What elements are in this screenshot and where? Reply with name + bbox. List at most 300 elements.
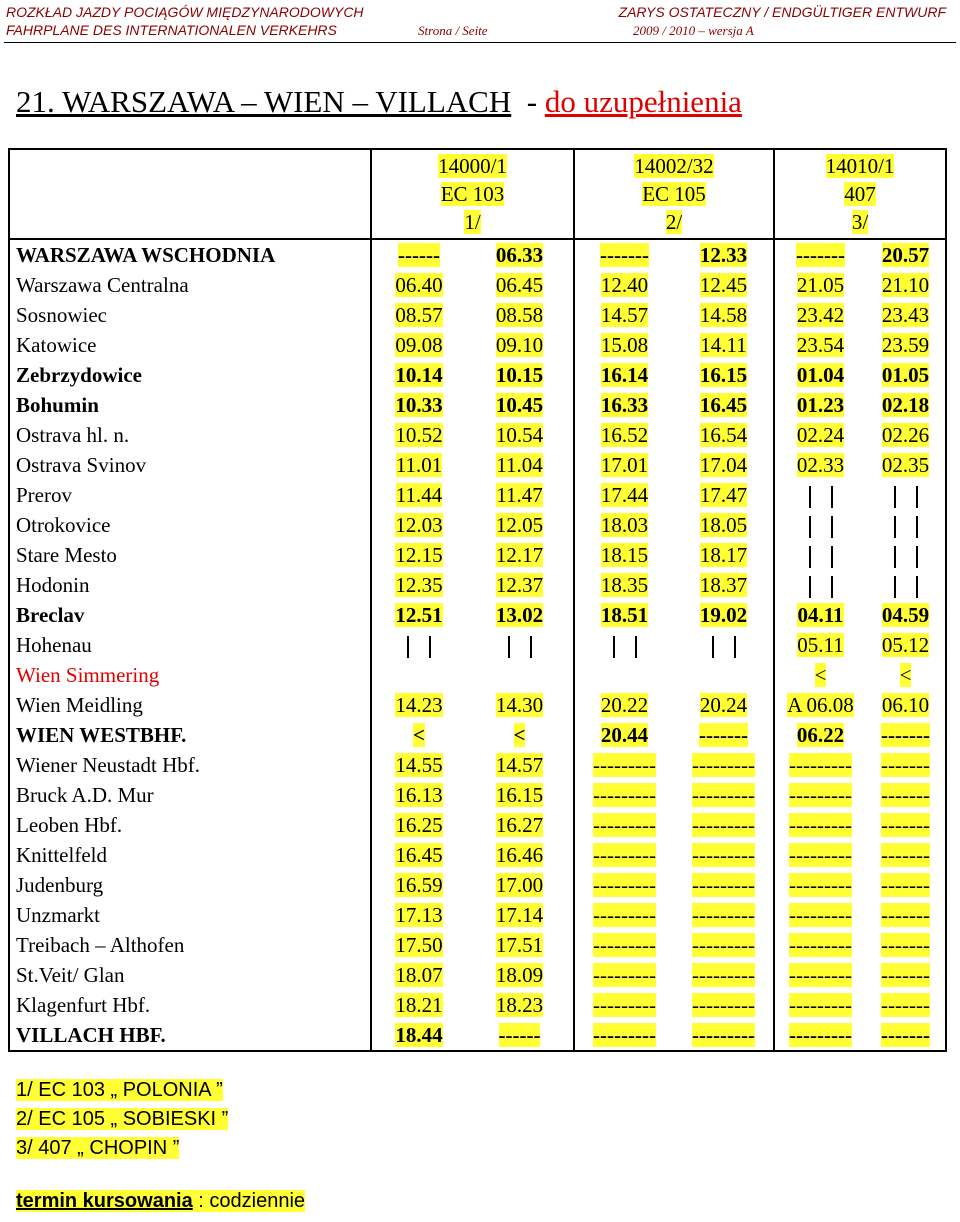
time-cell (371, 510, 466, 540)
time-value: 13.02 (495, 603, 544, 627)
time-value: 19.02 (699, 603, 748, 627)
timetable-row (9, 840, 946, 870)
time-cell (466, 780, 574, 810)
time-value: 02.33 (796, 453, 845, 477)
time-value: 11.47 (496, 483, 543, 507)
time-value: --------- (593, 993, 656, 1017)
time-value: --------- (789, 873, 852, 897)
time-cell (574, 360, 674, 390)
time-cell (371, 780, 466, 810)
timetable-row (9, 390, 946, 420)
time-value: 06.40 (395, 273, 443, 297)
time-value: 17.47 (699, 483, 748, 507)
time-cell (774, 570, 866, 600)
time-value: 12.33 (699, 243, 748, 267)
timetable-row (9, 510, 946, 540)
time-cell (774, 870, 866, 900)
time-value: 14.57 (600, 303, 649, 327)
footnote-2: 2/ EC 105 „ SOBIESKI ” (16, 1108, 229, 1130)
time-value: 12.35 (395, 573, 443, 597)
time-value: 05.11 (797, 633, 844, 657)
time-value: --------- (789, 903, 852, 927)
time-value: 10.54 (495, 423, 544, 447)
time-cell (574, 810, 674, 840)
time-cell (466, 330, 574, 360)
time-cell (674, 840, 774, 870)
time-cell (574, 990, 674, 1020)
time-value: ------ (398, 243, 440, 267)
time-value: 01.04 (796, 363, 845, 387)
time-value: --------- (692, 933, 755, 957)
header-left-line1: ROZKŁAD JAZDY POCIĄGÓW MIĘDZYNARODOWYCH (6, 4, 364, 20)
time-cell (574, 900, 674, 930)
time-cell (674, 300, 774, 330)
time-value: 06.45 (495, 273, 544, 297)
time-value: 18.23 (495, 993, 544, 1017)
time-cell (866, 720, 946, 750)
station-name: Ostrava hl. n. (9, 420, 371, 450)
time-value: --------- (593, 933, 656, 957)
pass-through-bar (508, 636, 510, 658)
timetable (8, 148, 947, 1052)
time-value: ------- (881, 723, 930, 747)
time-value: --------- (692, 903, 755, 927)
time-value: 18.07 (395, 963, 443, 987)
time-cell (774, 900, 866, 930)
train-name: EC 103 (440, 182, 505, 206)
time-cell (466, 720, 574, 750)
time-value: ------- (881, 963, 930, 987)
time-value: --------- (593, 753, 656, 777)
station-name: Hohenau (9, 630, 371, 660)
station-name: Leoben Hbf. (9, 810, 371, 840)
time-value: < (899, 663, 912, 687)
time-cell (371, 990, 466, 1020)
time-cell (866, 630, 946, 660)
timetable-row (9, 690, 946, 720)
time-cell (466, 990, 574, 1020)
time-value: 06.33 (495, 243, 544, 267)
time-value: ------- (881, 783, 930, 807)
time-cell (866, 750, 946, 780)
time-cell (574, 840, 674, 870)
timetable-row (9, 330, 946, 360)
time-value: 18.44 (395, 1023, 443, 1047)
time-value: --------- (789, 813, 852, 837)
time-value: 21.10 (881, 273, 930, 297)
time-value: ------- (881, 993, 930, 1017)
time-cell (466, 750, 574, 780)
time-cell (866, 600, 946, 630)
time-cell (866, 270, 946, 300)
time-value: 16.46 (495, 843, 544, 867)
time-cell (774, 690, 866, 720)
station-name: St.Veit/ Glan (9, 960, 371, 990)
time-cell (774, 330, 866, 360)
time-value: ------- (881, 753, 930, 777)
timetable-row (9, 450, 946, 480)
time-cell (674, 270, 774, 300)
station-name: Warszawa Centralna (9, 270, 371, 300)
time-cell (774, 1020, 866, 1051)
timetable-row (9, 780, 946, 810)
time-cell (674, 690, 774, 720)
train-number: 14010/1 (825, 154, 895, 178)
time-cell (866, 840, 946, 870)
time-cell (574, 480, 674, 510)
time-cell (466, 840, 574, 870)
time-cell (866, 360, 946, 390)
time-cell (466, 900, 574, 930)
time-value: --------- (789, 1023, 852, 1047)
timetable-row (9, 600, 946, 630)
time-value: 16.15 (495, 783, 544, 807)
timetable-row (9, 990, 946, 1020)
time-cell (674, 720, 774, 750)
time-value: 20.22 (600, 693, 649, 717)
time-cell (866, 540, 946, 570)
timetable-row (9, 480, 946, 510)
time-cell (371, 720, 466, 750)
time-cell (466, 600, 574, 630)
station-name: Otrokovice (9, 510, 371, 540)
time-value: 12.17 (495, 543, 544, 567)
station-name: Treibach – Althofen (9, 930, 371, 960)
time-cell (371, 1020, 466, 1051)
time-value: 12.40 (600, 273, 649, 297)
time-value: 21.05 (796, 273, 845, 297)
header-divider (4, 42, 956, 43)
pass-through-bar (894, 546, 896, 568)
time-value: ------- (881, 873, 930, 897)
station-name: Wien Simmering (9, 660, 371, 690)
pass-through-bar (429, 636, 431, 658)
time-cell (466, 300, 574, 330)
pass-through-bar (894, 516, 896, 538)
time-value: 18.15 (600, 543, 649, 567)
station-name: WARSZAWA WSCHODNIA (9, 239, 371, 270)
time-cell (466, 960, 574, 990)
time-value: --------- (692, 993, 755, 1017)
time-cell (774, 600, 866, 630)
timetable-row (9, 239, 946, 270)
time-value: 17.13 (395, 903, 443, 927)
time-value: 16.45 (395, 843, 443, 867)
time-cell (371, 450, 466, 480)
time-value: A 06.08 (787, 693, 854, 717)
time-cell (774, 510, 866, 540)
time-cell (674, 600, 774, 630)
time-cell (774, 750, 866, 780)
time-cell (466, 1020, 574, 1051)
time-value: ------- (881, 813, 930, 837)
time-cell (774, 780, 866, 810)
time-cell (774, 930, 866, 960)
time-cell (674, 930, 774, 960)
time-cell (866, 1020, 946, 1051)
time-value: 02.35 (881, 453, 930, 477)
time-value: 17.00 (495, 873, 544, 897)
time-cell (674, 780, 774, 810)
time-cell (574, 720, 674, 750)
time-cell (574, 540, 674, 570)
time-cell (371, 690, 466, 720)
time-value: 17.14 (495, 903, 544, 927)
time-value: 06.22 (796, 723, 845, 747)
time-value: 16.27 (495, 813, 544, 837)
pass-through-bar (916, 546, 918, 568)
timetable-row (9, 300, 946, 330)
time-cell (574, 330, 674, 360)
train-ref: 2/ (665, 210, 683, 234)
footnote-3: 3/ 407 „ CHOPIN ” (16, 1137, 180, 1159)
time-value: 02.26 (881, 423, 930, 447)
time-cell (674, 540, 774, 570)
time-cell (466, 690, 574, 720)
train-header-row (9, 149, 946, 239)
time-cell (774, 720, 866, 750)
time-value: 16.33 (600, 393, 649, 417)
time-cell (674, 390, 774, 420)
header-blank-cell (9, 149, 371, 239)
time-cell (574, 780, 674, 810)
timetable-row (9, 750, 946, 780)
time-cell (774, 450, 866, 480)
header-left-line2: FAHRPLANE DES INTERNATIONALEN VERKEHRS (6, 22, 337, 38)
time-value: 16.54 (699, 423, 748, 447)
time-value: 11.04 (496, 453, 543, 477)
time-value: 14.57 (495, 753, 544, 777)
time-value: 12.45 (699, 273, 748, 297)
time-cell (466, 570, 574, 600)
time-value: 09.10 (495, 333, 544, 357)
title-route: 21. WARSZAWA – WIEN – VILLACH (16, 84, 512, 119)
time-cell (866, 960, 946, 990)
pass-through-bar (831, 486, 833, 508)
time-cell (371, 870, 466, 900)
termin-label: termin kursowania (16, 1190, 193, 1212)
time-value: 17.51 (495, 933, 544, 957)
time-value: 14.55 (395, 753, 443, 777)
time-cell (574, 690, 674, 720)
time-value: 20.57 (881, 243, 930, 267)
pass-through-bar (831, 576, 833, 598)
time-cell (866, 510, 946, 540)
timetable-row (9, 270, 946, 300)
time-cell (674, 990, 774, 1020)
time-cell (371, 960, 466, 990)
time-cell (774, 239, 866, 270)
time-value: --------- (789, 963, 852, 987)
header-right-line1: ZARYS OSTATECZNY / ENDGÜLTIGER ENTWURF (618, 4, 946, 20)
time-value: --------- (692, 1023, 755, 1047)
time-value: 16.59 (395, 873, 443, 897)
time-value: --------- (692, 813, 755, 837)
time-cell (774, 990, 866, 1020)
time-cell (866, 480, 946, 510)
time-value: ------- (881, 843, 930, 867)
station-name: Stare Mesto (9, 540, 371, 570)
time-value: 18.17 (699, 543, 748, 567)
time-cell (371, 840, 466, 870)
time-cell (774, 540, 866, 570)
time-value: 14.58 (699, 303, 748, 327)
station-name: Wien Meidling (9, 690, 371, 720)
pass-through-bar (894, 576, 896, 598)
timetable-row (9, 810, 946, 840)
time-cell (774, 630, 866, 660)
time-value: --------- (789, 993, 852, 1017)
time-cell (466, 390, 574, 420)
time-value: 10.45 (495, 393, 544, 417)
train-ref: 3/ (851, 210, 869, 234)
timetable-row (9, 660, 946, 690)
pass-through-bar (894, 486, 896, 508)
pass-through-bar (809, 576, 811, 598)
time-value: 11.01 (395, 453, 443, 477)
time-value: --------- (789, 843, 852, 867)
time-cell (466, 510, 574, 540)
time-value: 16.52 (600, 423, 649, 447)
train-name: 407 (844, 182, 876, 206)
time-cell (371, 810, 466, 840)
time-value: 14.30 (495, 693, 544, 717)
termin-kursowania (16, 1190, 305, 1213)
time-cell (674, 870, 774, 900)
time-cell (674, 630, 774, 660)
pass-through-bar (809, 546, 811, 568)
time-cell (674, 330, 774, 360)
time-value: 14.11 (700, 333, 747, 357)
time-cell (466, 239, 574, 270)
time-value: 16.45 (699, 393, 748, 417)
time-cell (371, 239, 466, 270)
time-value: --------- (789, 753, 852, 777)
time-value: 11.44 (395, 483, 443, 507)
time-value: 10.52 (395, 423, 443, 447)
time-cell (866, 900, 946, 930)
time-cell (574, 450, 674, 480)
time-cell (466, 270, 574, 300)
time-value: 02.18 (881, 393, 930, 417)
time-cell (371, 540, 466, 570)
time-cell (866, 330, 946, 360)
time-cell (371, 570, 466, 600)
train-header-2 (574, 149, 774, 239)
train-ref: 1/ (464, 210, 481, 234)
pass-through-bar (916, 486, 918, 508)
timetable-row (9, 540, 946, 570)
time-cell (774, 960, 866, 990)
time-cell (574, 870, 674, 900)
timetable-row (9, 420, 946, 450)
time-cell (574, 1020, 674, 1051)
time-value: 02.24 (796, 423, 845, 447)
time-value: ------- (796, 243, 845, 267)
time-cell (866, 390, 946, 420)
time-cell (674, 450, 774, 480)
time-value: --------- (593, 873, 656, 897)
time-cell (371, 660, 466, 690)
time-cell (674, 900, 774, 930)
time-value: 17.50 (395, 933, 443, 957)
time-value: 04.11 (797, 603, 844, 627)
time-value: --------- (593, 963, 656, 987)
station-name: Judenburg (9, 870, 371, 900)
station-name: Hodonin (9, 570, 371, 600)
station-name: Katowice (9, 330, 371, 360)
time-cell (371, 750, 466, 780)
time-cell (574, 300, 674, 330)
time-cell (574, 239, 674, 270)
time-value: 23.54 (796, 333, 845, 357)
time-cell (574, 960, 674, 990)
time-cell (574, 930, 674, 960)
time-cell (674, 239, 774, 270)
station-name: Bruck A.D. Mur (9, 780, 371, 810)
time-cell (371, 300, 466, 330)
title-note: do uzupełnienia (544, 84, 742, 119)
time-cell (371, 600, 466, 630)
time-value: 17.04 (699, 453, 748, 477)
time-value: 12.37 (495, 573, 544, 597)
time-value: --------- (593, 783, 656, 807)
station-name: Breclav (9, 600, 371, 630)
time-value: ------ (498, 1023, 541, 1047)
timetable-row (9, 1020, 946, 1051)
time-value: --------- (593, 903, 656, 927)
pass-through-bar (831, 516, 833, 538)
time-cell (866, 420, 946, 450)
time-value: ------- (699, 723, 748, 747)
time-cell (674, 420, 774, 450)
pass-through-bar (916, 576, 918, 598)
time-value: 17.01 (600, 453, 649, 477)
time-cell (866, 780, 946, 810)
pass-through-bar (407, 636, 409, 658)
time-cell (371, 930, 466, 960)
time-cell (674, 750, 774, 780)
time-value: 17.44 (600, 483, 649, 507)
time-value: 23.43 (881, 303, 930, 327)
time-value: < (413, 723, 425, 747)
time-value: ------- (881, 903, 930, 927)
page-title (16, 84, 742, 120)
time-value: 12.51 (395, 603, 443, 627)
time-cell (774, 660, 866, 690)
time-cell (866, 570, 946, 600)
time-cell (466, 420, 574, 450)
time-cell (774, 840, 866, 870)
time-value: 10.15 (495, 363, 544, 387)
time-cell (466, 540, 574, 570)
station-name: WIEN WESTBHF. (9, 720, 371, 750)
time-cell (371, 390, 466, 420)
pass-through-bar (809, 486, 811, 508)
station-name: Bohumin (9, 390, 371, 420)
time-value: 01.23 (796, 393, 845, 417)
time-value: 12.05 (495, 513, 544, 537)
train-number: 14002/32 (634, 154, 714, 178)
time-cell (674, 810, 774, 840)
time-value: 08.57 (395, 303, 443, 327)
time-value: 12.15 (395, 543, 443, 567)
time-cell (466, 870, 574, 900)
time-cell (774, 360, 866, 390)
station-name: Klagenfurt Hbf. (9, 990, 371, 1020)
time-cell (674, 1020, 774, 1051)
time-value: 23.59 (881, 333, 930, 357)
